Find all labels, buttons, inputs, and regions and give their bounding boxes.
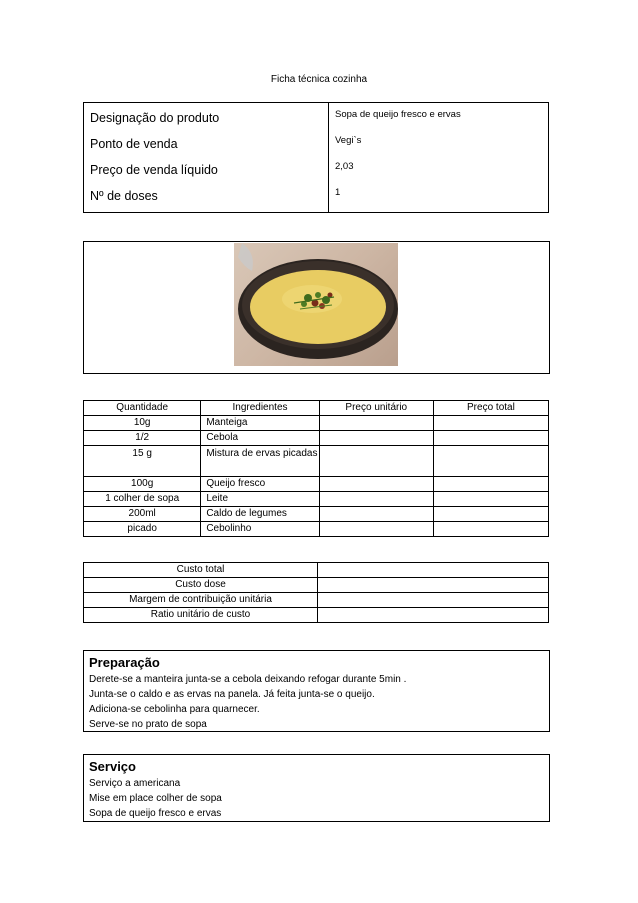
ingredient-unit-price bbox=[319, 446, 433, 477]
ingredient-unit-price bbox=[319, 492, 433, 507]
service-line: Serviço a americana bbox=[89, 778, 181, 789]
ingredient-total-price bbox=[433, 507, 548, 522]
product-values bbox=[329, 103, 549, 213]
header-preco-unitario: Preço unitário bbox=[319, 401, 433, 416]
cost-table bbox=[83, 562, 549, 623]
ingredient-name: Caldo de legumes bbox=[201, 507, 319, 522]
ingredient-qty: picado bbox=[84, 522, 201, 537]
label-preco: Preço de venda líquido bbox=[90, 163, 218, 177]
ingredient-total-price bbox=[433, 477, 548, 492]
cost-label: Ratio unitário de custo bbox=[84, 608, 318, 623]
cost-value bbox=[318, 578, 549, 593]
service-box bbox=[83, 754, 550, 822]
label-designacao: Designação do produto bbox=[90, 111, 220, 125]
image-box bbox=[83, 241, 550, 374]
ingredient-name: Leite bbox=[201, 492, 319, 507]
cost-label: Custo total bbox=[84, 563, 318, 578]
cost-value bbox=[318, 563, 549, 578]
ingredient-name: Queijo fresco bbox=[201, 477, 319, 492]
ingredient-name: Cebola bbox=[201, 431, 319, 446]
ingredient-qty: 1/2 bbox=[84, 431, 201, 446]
ingredient-qty: 200ml bbox=[84, 507, 201, 522]
ingredient-name: Mistura de ervas picadas bbox=[201, 446, 319, 477]
preparation-title: Preparação bbox=[89, 655, 160, 670]
header-ingredientes: Ingredientes bbox=[201, 401, 319, 416]
ingredient-total-price bbox=[433, 446, 548, 477]
header-quantidade: Quantidade bbox=[84, 401, 201, 416]
service-line: Mise em place colher de sopa bbox=[89, 793, 222, 804]
header-preco-total: Preço total bbox=[433, 401, 548, 416]
ingredient-qty: 15 g bbox=[84, 446, 201, 477]
ingredients-table bbox=[83, 400, 549, 537]
table-row bbox=[84, 563, 549, 578]
ingredient-qty: 10g bbox=[84, 416, 201, 431]
label-ponto-venda: Ponto de venda bbox=[90, 137, 178, 151]
table-row bbox=[84, 446, 549, 477]
table-row bbox=[84, 522, 549, 537]
ingredient-name: Manteiga bbox=[201, 416, 319, 431]
ingredient-total-price bbox=[433, 492, 548, 507]
ingredient-unit-price bbox=[319, 431, 433, 446]
table-row bbox=[84, 593, 549, 608]
ingredient-unit-price bbox=[319, 507, 433, 522]
ingredient-total-price bbox=[433, 431, 548, 446]
ingredient-unit-price bbox=[319, 522, 433, 537]
preparation-line: Serve-se no prato de sopa bbox=[89, 719, 207, 730]
ingredients-header-row bbox=[84, 401, 549, 416]
table-row bbox=[84, 477, 549, 492]
preparation-line: Junta-se o caldo e as ervas na panela. Já feita junta-se o queijo. bbox=[89, 689, 375, 700]
product-info-table bbox=[83, 102, 549, 213]
preparation-line: Adiciona-se cebolinha para quarnecer. bbox=[89, 704, 260, 715]
cost-label: Custo dose bbox=[84, 578, 318, 593]
table-row bbox=[84, 492, 549, 507]
soup-bowl-illustration bbox=[234, 243, 398, 366]
soup-photo bbox=[234, 243, 398, 366]
ingredient-qty: 1 colher de sopa bbox=[84, 492, 201, 507]
ingredient-total-price bbox=[433, 416, 548, 431]
ingredient-name: Cebolinho bbox=[201, 522, 319, 537]
cost-label: Margem de contribuição unitária bbox=[84, 593, 318, 608]
value-ponto-venda: Vegi`s bbox=[335, 135, 362, 146]
preparation-line: Derete-se a manteira junta-se a cebola deixando refogar durante 5min . bbox=[89, 674, 407, 685]
ingredient-unit-price bbox=[319, 477, 433, 492]
label-doses: Nº de doses bbox=[90, 189, 158, 203]
table-row bbox=[84, 608, 549, 623]
table-row bbox=[84, 431, 549, 446]
value-doses: 1 bbox=[335, 187, 341, 198]
product-labels bbox=[84, 103, 329, 213]
table-row bbox=[84, 507, 549, 522]
cost-value bbox=[318, 593, 549, 608]
table-row bbox=[84, 578, 549, 593]
value-designacao: Sopa de queijo fresco e ervas bbox=[335, 109, 461, 120]
service-line: Sopa de queijo fresco e ervas bbox=[89, 808, 222, 819]
service-title: Serviço bbox=[89, 759, 136, 774]
ingredient-qty: 100g bbox=[84, 477, 201, 492]
ingredient-total-price bbox=[433, 522, 548, 537]
ingredient-unit-price bbox=[319, 416, 433, 431]
table-row bbox=[84, 416, 549, 431]
cost-value bbox=[318, 608, 549, 623]
value-preco: 2,03 bbox=[335, 161, 354, 172]
preparation-box bbox=[83, 650, 550, 732]
page-title: Ficha técnica cozinha bbox=[270, 74, 368, 85]
